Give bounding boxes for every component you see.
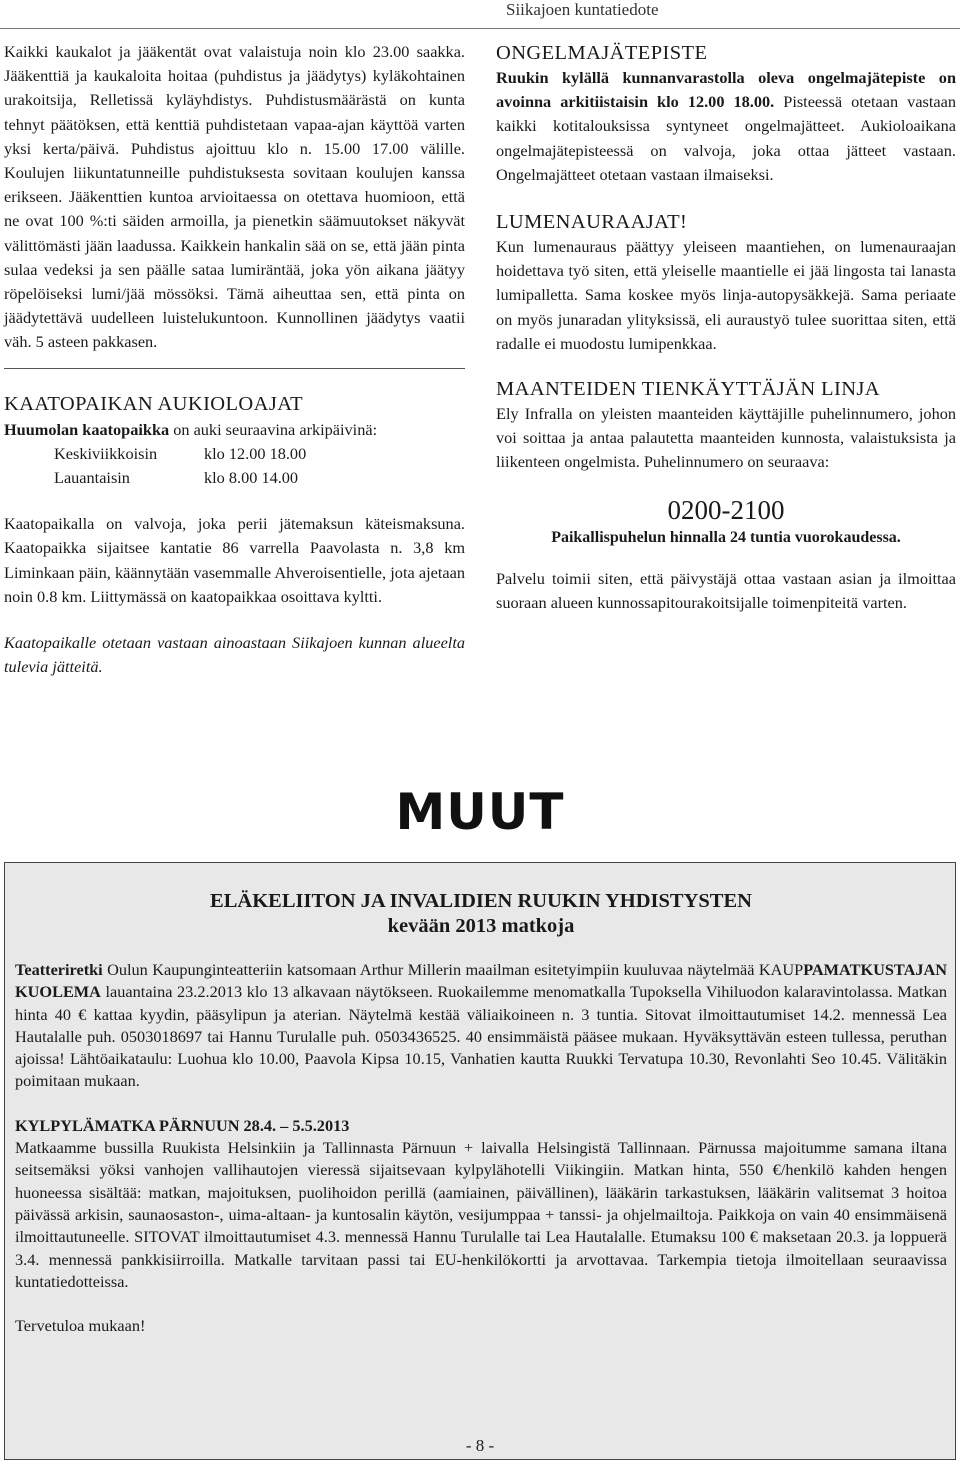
header-divider <box>0 28 960 29</box>
kylpyla-paragraph: Matkaamme bussilla Ruukista Helsinkiin ja Tallinnasta Pärnuun + laivalla Helsingistä Tallinnaan. Pärnussa majoitumme samana iltana seitsemäksi yöksi vanhojen vallihautojen vieressä sijaitsevaan kylpylähotelli Viikingiin. Matkan hinta, 550 €/henkilö kahden hengen huoneessa sisältää: matkan, majoituksen, puolihoidon perillä (aamiainen, päivällinen), lääkärin tarkastuksen, lääkärin valitsemat 3 hoitoa päivässä arkisin, saunaosaston-, uima-altaan- ja kuntosalin käytön, vesijumppaa + tanssi- ja ohjelmailtoja. Paikkoja on vain 40 ensimmäisenä ilmoittautuneelle. SITOVAT ilmoittautumiset 4.3. mennessä Hannu Turulalle tai Lea Hautalalle. Etumaksu 100 € maksetaan 20.3. ja loppuerä 3.4. mennessä pankkisiirroilla. Matkalle tarvitaan passi tai EU-henkilökortti ja arvottavaa. Tarkempia tietoja ilmoitellaan seuraavissa kuntatiedotteissa. <box>15 1138 947 1291</box>
muut-title: MUUT <box>395 783 565 841</box>
ongelmajate-paragraph <box>496 66 956 187</box>
trips-title: ELÄKELIITON JA INVALIDIEN RUUKIN YHDISTYSTEN <box>210 890 752 912</box>
page-number: - 8 - <box>465 1436 495 1455</box>
ongelmajate-text: Pisteessä otetaan vastaan kaikki kotitalouksissa syntyneet ongelmajätteet. Aukioloaikana ongelmajätepisteessä on valvoja, joka ottaa jätteet vastaan. Ongelmajätteet otetaan vastaan ilmaiseksi. <box>496 92 956 184</box>
ongelmajate-hours: Ruukin kylällä kunnanvarastolla oleva ongelmajätepiste on avoinna arkitiistaisin klo 12.00 18.00. <box>496 68 956 112</box>
welcome-text: Tervetuloa mukaan! <box>15 1316 146 1336</box>
opening-schedule <box>4 442 465 490</box>
publication-title: Siikajoen kuntatiedote <box>506 0 659 19</box>
trips-box <box>4 862 956 1460</box>
schedule-day: Keskiviikkoisin <box>54 443 158 463</box>
play-title: PAMATKUSTAJAN KUOLEMA <box>15 960 947 1002</box>
trips-box-content <box>15 863 947 1337</box>
trips-subtitle: kevään 2013 matkoja <box>387 915 575 937</box>
teatteri-paragraph <box>15 959 947 1093</box>
service-paragraph: Palvelu toimii siten, että päivystäjä ottaa vastaan asian ja ilmoittaa suoraan alueen kunnossapitourakoitsijalle toimenpiteitä varten. <box>496 568 956 612</box>
tienkayttaja-heading: MAANTEIDEN TIENKÄYTTÄJÄN LINJA <box>496 378 880 401</box>
phone-number: 0200-2100 <box>667 494 785 525</box>
phone-note: Paikallispuhelun hinnalla 24 tuntia vuorokaudessa. <box>551 528 901 546</box>
right-column <box>496 40 956 615</box>
ongelmajate-heading: ONGELMAJÄTEPISTE <box>496 42 708 64</box>
kaatopaikka-lead <box>4 418 465 442</box>
tienkayttaja-paragraph: Ely Infralla on yleisten maanteiden käyttäjille puhelinnumero, johon voi soittaa ja antaa palautetta maanteiden kunnosta, valaistuksista ja liikenteen ongelmista. Puhelinnumero on seuraava: <box>496 404 956 472</box>
kaatopaikka-paragraph: Kaatopaikalla on valvoja, joka perii jätemaksun käteismaksuna. Kaatopaikka sijaitsee kantatie 86 varrella Paavolasta n. 3,8 km Liminkaan päin, käännytään vasemmalle Ahveroisentielle, jota ajetaan noin 0.8 km. Liittymässä on kaatopaikkaa osoittava kyltti. <box>4 514 465 606</box>
left-column <box>4 40 465 679</box>
kaatopaikka-lead-text: on auki seuraavina arkipäivinä: <box>169 419 378 439</box>
schedule-time: klo 8.00 14.00 <box>204 468 299 488</box>
lumenauraajat-paragraph: Kun lumenauraus päättyy yleiseen maantiehen, on lumenauraajan hoidettava työ siten, että yleiselle maantielle ei jää lingosta tai lanasta lumipalletta. Sama koskee myös linja-autopysäkkejä. Sama periaate on myös junaradan ylityksissä, eli auraustyö tulee suorittaa siten, että radalle ei muodostu lumipenkkaa. <box>496 237 956 353</box>
section-divider <box>4 368 465 369</box>
kaatopaikka-note: Kaatopaikalle otetaan vastaan ainoastaan Siikajoen kunnan alueelta tulevia jätteitä. <box>4 633 465 677</box>
kaatopaikka-heading: KAATOPAIKAN AUKIOLOAJAT <box>4 392 304 415</box>
teatteri-text-1: Oulun Kaupunginteatteriin katsomaan Arthur Millerin maailman esitetyimpiin kuuluvaa näytelmää KAUP <box>102 960 804 979</box>
lumenauraajat-heading: LUMENAURAAJAT! <box>496 211 688 234</box>
schedule-day: Lauantaisin <box>54 468 130 488</box>
kylpyla-heading: KYLPYLÄMATKA PÄRNUUN 28.4. – 5.5.2013 <box>15 1115 350 1135</box>
teatteri-text-2: lauantaina 23.2.2013 klo 13 alkavaan näytökseen. Ruokailemme menomatkalla Tupoksella Vihiluodon kalaravintolassa. Matkan hinta 40 € kattaa kyydin, pääsylipun ja aterian. Näytelmä kestää väliaikoineen n. 3 tuntia. Sitovat ilmoittautumiset 14.2. mennessä Lea Hautalalle puh. 0503018697 tai Hannu Turulalle puh. 0503436525. 40 ensimmäistä pääsee mukaan. Hyväksyttävän esteen tullessa, peruthan ajoissa! Lähtöaikataulu: Luohua klo 10.00, Paavola Kipsa 10.15, Vanhatien kautta Ruukki Tervatupa 10.30, Revonlahti Seo 10.45. Välitäkin poimitaan mukaan. <box>15 982 947 1091</box>
schedule-time: klo 12.00 18.00 <box>204 443 307 463</box>
kaatopaikka-name: Huumolan kaatopaikka <box>4 419 170 439</box>
ice-rinks-paragraph: Kaikki kaukalot ja jääkentät ovat valaistuja noin klo 23.00 saakka. Jääkenttiä ja kaukaloita hoitaa (puhdistus ja jäädytys) kyläkohtainen urakoitsija, Relletissä kyläyhdistys. Puhdistusmäärästä on kunta tehnyt päätöksen, että kenttiä puhdistetaan vapaa-ajan käyttöä varten yksi kerta/päivä. Puhdistus ajoittuu klo n. 15.00 17.00 välille. Koulujen liikuntatunneille puhdistuksesta sovitaan koulujen kanssa erikseen. Jääkenttien kuntoa arvioitaessa on otettava huomioon, että ne ovat 100 %:ti säiden armoilla, ja pienetkin säämuutokset näkyvät välittömästi jään laadussa. Kaikkein hankalin sää on se, että jään pinta sulaa vedeksi ja sen päälle sataa lumiräntää, joka yön aikana jäätyy röpelöiseksi lumi/jää mössöksi. Tämä aiheuttaa sen, että pinta on jäädytettävä uudelleen luistelukuntoon. Kunnollinen jäädytys vaatii väh. 5 asteen pakkasen. <box>4 42 465 352</box>
teatteri-label: Teatteriretki <box>15 960 103 979</box>
